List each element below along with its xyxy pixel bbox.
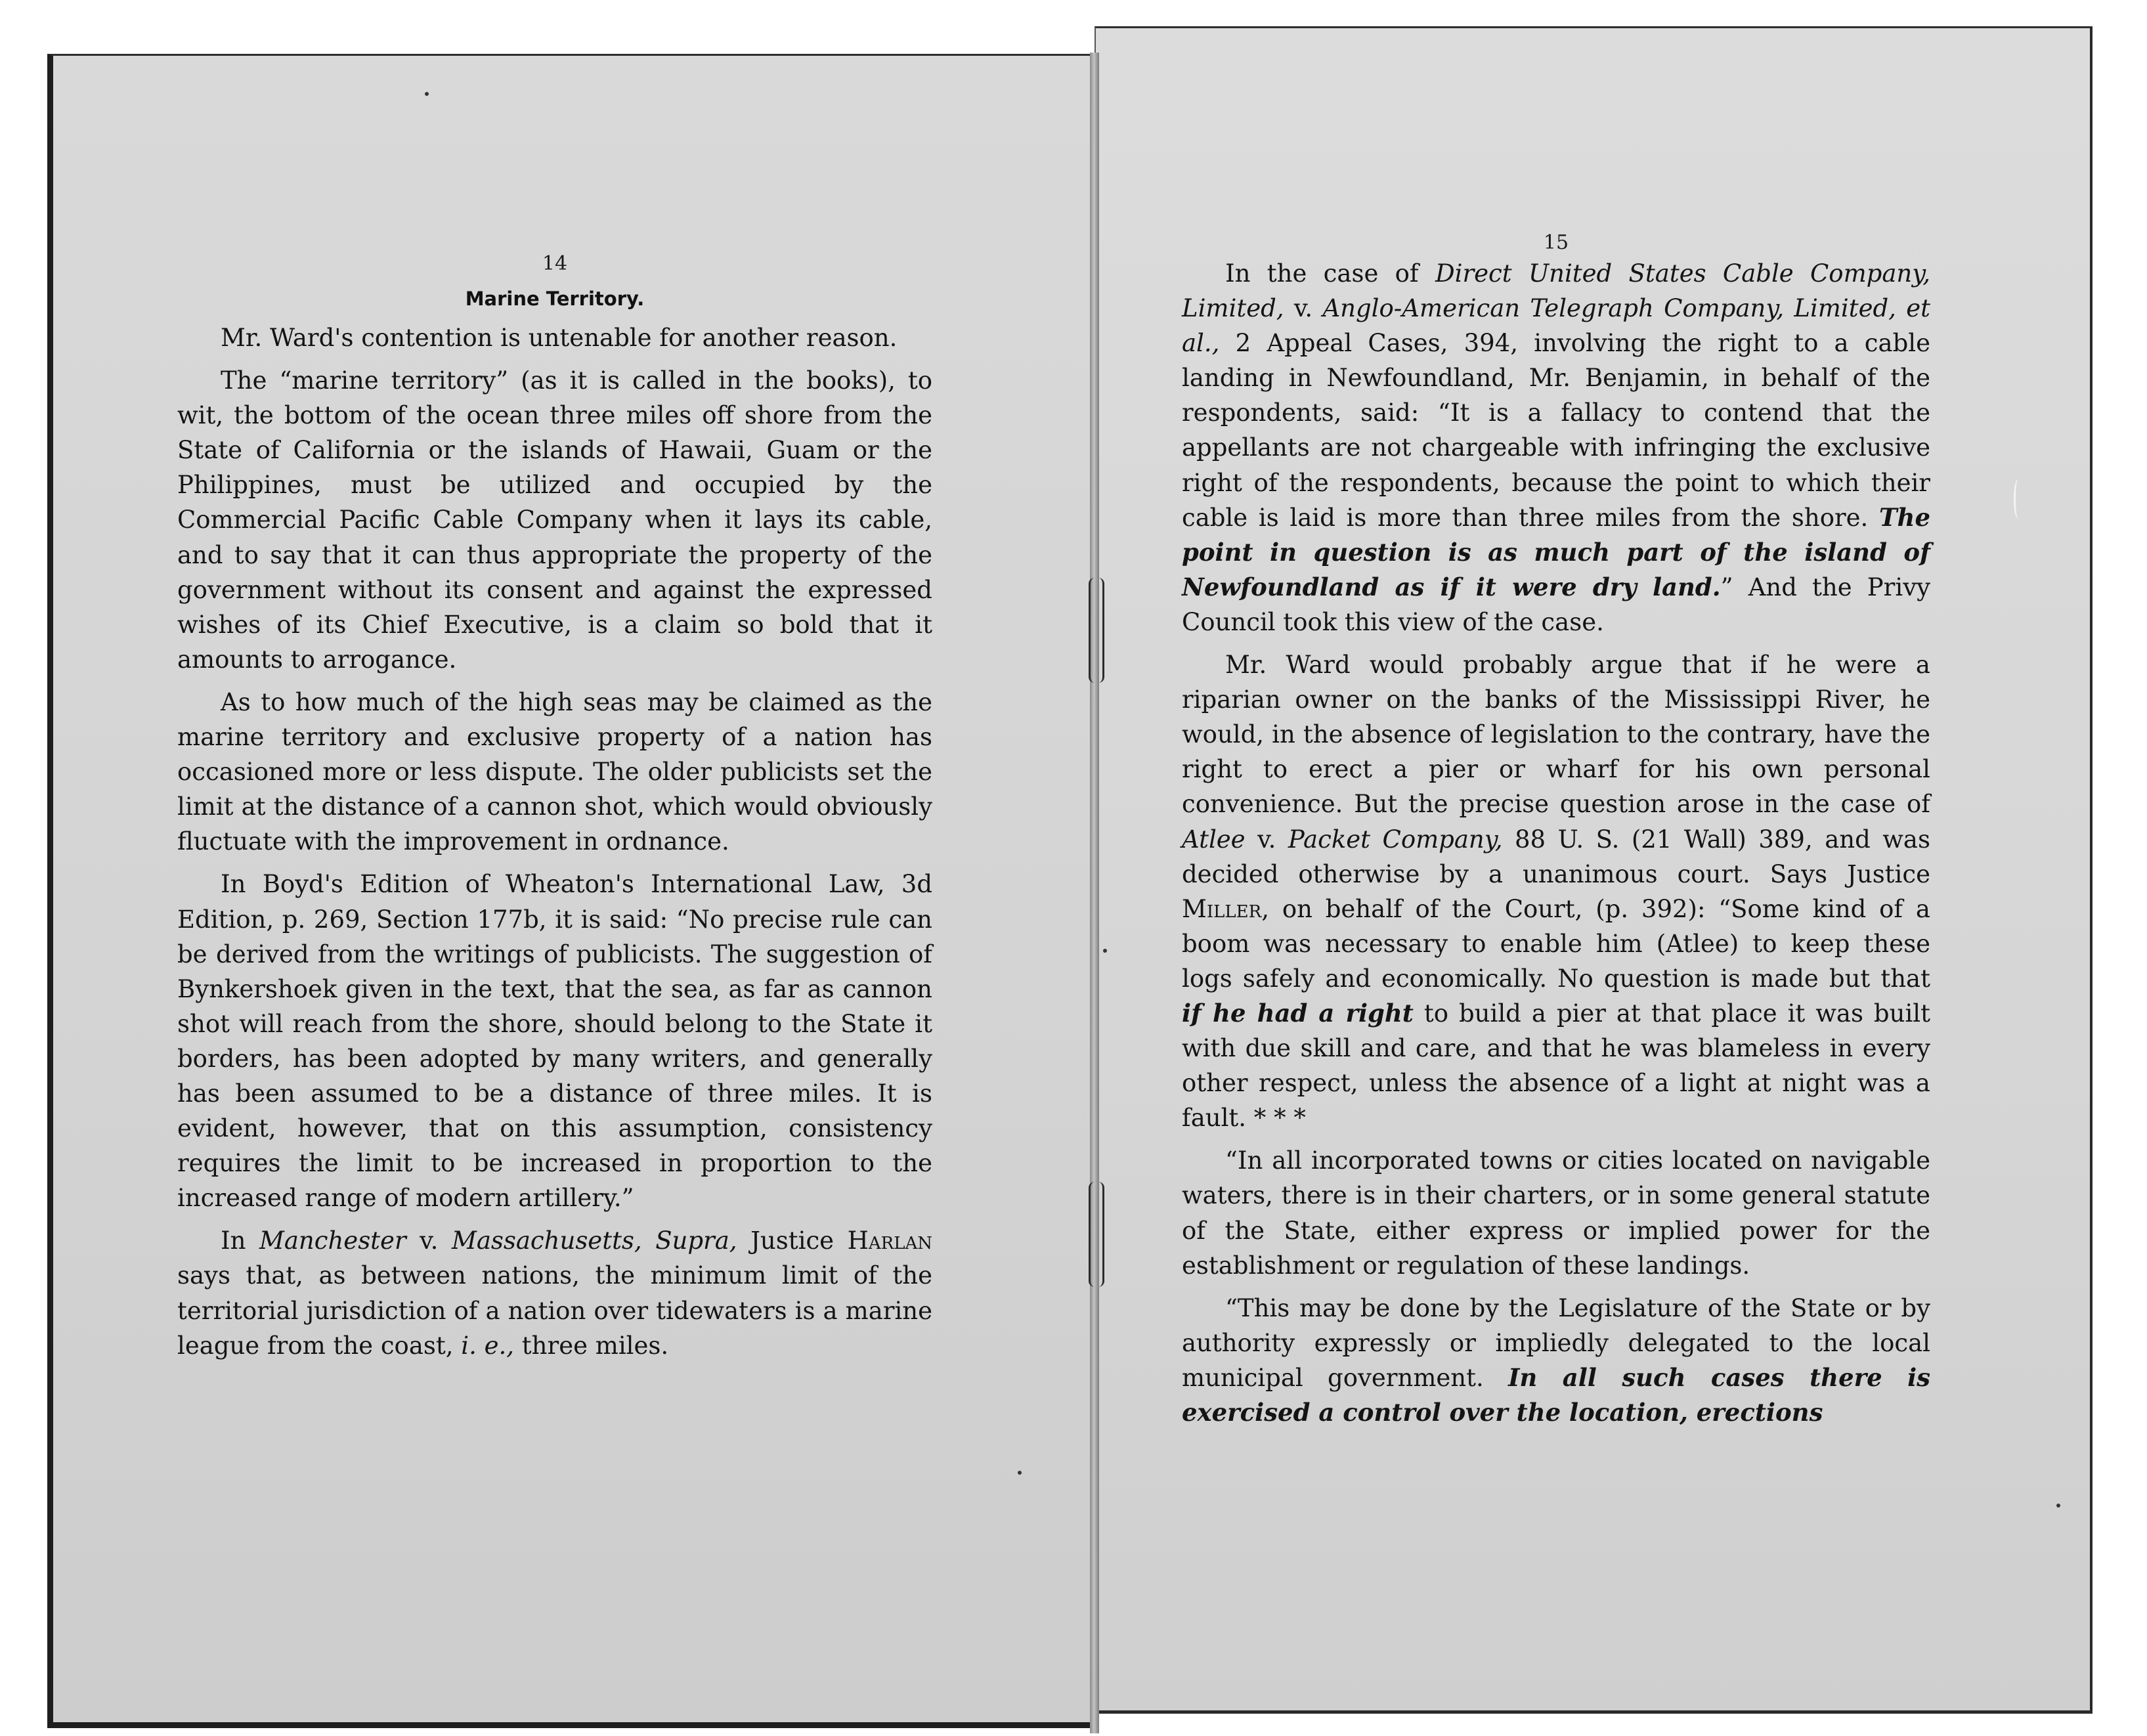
paragraph: [1182, 1291, 1930, 1430]
text-run: to build a pier at that place it was built with due skill and care, and that he was blameless in every other respect, unless the absence of a light at night was a fault. * * *: [1182, 999, 1930, 1133]
text-run: “In all incorporated towns or cities located on navigable waters, there is in their charters, or in some general statute of the State, either express or implied power for the establishment or regulation of these landings.: [1182, 1146, 1930, 1280]
text-run: v.: [406, 1226, 452, 1255]
smallcaps-text-run: Harlan: [847, 1226, 932, 1255]
italic-text-run: Direct United States Cable Company, Limited,: [1182, 259, 1930, 323]
staple-bottom: [1089, 1182, 1104, 1287]
italic-text-run: Packet Company,: [1288, 825, 1503, 854]
paper-speck: [425, 92, 429, 96]
paragraph: [1182, 647, 1930, 1135]
text-run: As to how much of the high seas may be claimed as the marine territory and exclusive property of a nation has occasioned more or less dispute. The older publicists set the limit at the distance of a cannon shot, which would obviously fluctuate with the improvement in ordnance.: [177, 687, 932, 856]
left-page-text: [177, 251, 932, 1371]
text-run: Justice: [737, 1226, 848, 1255]
text-run: In the case of: [1225, 259, 1435, 288]
paper-speck: [2056, 1504, 2060, 1508]
right-page-body: [1182, 256, 1930, 1430]
text-run: In: [221, 1226, 259, 1255]
paragraph: [1182, 256, 1930, 640]
text-run: v.: [1245, 825, 1288, 854]
page-number: 14: [542, 252, 568, 275]
bolditalic-text-run: if he had a right: [1182, 998, 1414, 1028]
text-run: 88 U. S. (21 Wall) 389, and was decided otherwise by a unanimous court. Says Justice: [1182, 825, 1930, 888]
text-run: Mr. Ward's contention is untenable for another reason.: [221, 324, 898, 352]
text-run: The “marine territory” (as it is called in the books), to wit, the bottom of the ocean three miles off shore from the State of California or the islands of Hawaii, Guam or the Philippines, must be utilized and occupied by the Commercial Pacific Cable Company when it lays its cable, and to say that it can thus appropriate the property of the government without its consent and against the expressed wishes of its Chief Executive, is a claim so bold that it amounts to arrogance.: [177, 366, 932, 674]
paragraph: [1182, 1143, 1930, 1282]
smallcaps-text-run: Miller: [1182, 894, 1262, 923]
paper-speck: [1018, 1471, 1022, 1475]
text-run: Mr. Ward would probably argue that if he were a riparian owner on the banks of the Mississippi River, he would, in the absence of legislation to the contrary, have the right to erect a pier or wharf for his own personal convenience. But the precise question arose in the case of: [1182, 651, 1930, 819]
text-run: ” And the Privy Council took this view of the case.: [1182, 573, 1930, 636]
text-run: “This may be done by the Legislature of the State or by authority expressly or impliedly delegated to the local municipal government.: [1182, 1293, 1930, 1392]
page-number: 15: [1543, 231, 1569, 254]
text-run: says that, as between nations, the minimum limit of the territorial jurisdiction of a nation over tidewaters is a marine league from the coast,: [177, 1261, 932, 1360]
italic-text-run: i. e.,: [461, 1331, 515, 1360]
right-page-text: [1182, 230, 1930, 1438]
text-run: v.: [1284, 294, 1323, 323]
text-run: 2 Appeal Cases, 394, involving the right to a cable landing in Newfoundland, Mr. Benjamin, in behalf of the respondents, said: “It is a fallacy to contend that the appellants are not chargeable with infringing the exclusive right of the respondents, because the point to which their cable is laid is more than three miles from the shore.: [1182, 329, 1930, 532]
section-heading: Marine Territory.: [465, 288, 645, 310]
italic-text-run: Manchester: [259, 1226, 406, 1255]
italic-text-run: Anglo-American Telegraph Company, Limited, et al.,: [1182, 294, 1931, 358]
italic-text-run: Atlee: [1182, 825, 1246, 854]
text-run: In Boyd's Edition of Wheaton's International Law, 3d Edition, p. 269, Section 177b, it is said: “No precise rule can be derived from the writings of publicists. The suggestion of Bynkershoek given in the text, that the sea, as far as cannon shot will reach from the shore, should belong to the State it borders, has been adopted by many writers, and generally has been assumed to be a distance of three miles. It is evident, however, that on this assumption, consistency requires the limit to be increased in proportion to the increased range of modern artillery.”: [177, 870, 932, 1213]
paragraph: [177, 363, 932, 677]
italic-text-run: Massachusetts, Supra,: [451, 1226, 737, 1255]
staple-top: [1089, 578, 1104, 683]
paper-speck: [1103, 949, 1107, 953]
paragraph: [177, 320, 932, 355]
bolditalic-text-run: In all such cases there is exercised a control over the location, erections: [1182, 1362, 1930, 1427]
paragraph: [177, 867, 932, 1215]
paper-blemish: [2014, 479, 2022, 519]
left-page-body: [177, 320, 932, 1363]
text-run: , on behalf of the Court, (p. 392): “Some kind of a boom was necessary to enable him (Atlee) to keep these logs safely and economically. No question is made but that: [1182, 894, 1930, 993]
paragraph: [177, 685, 932, 859]
bolditalic-text-run: The point in question is as much part of the island of Newfoundland as if it were dry land.: [1182, 502, 1930, 601]
paragraph: [177, 1223, 932, 1362]
text-run: three miles.: [514, 1331, 669, 1360]
binding-gutter: [1090, 53, 1099, 1733]
